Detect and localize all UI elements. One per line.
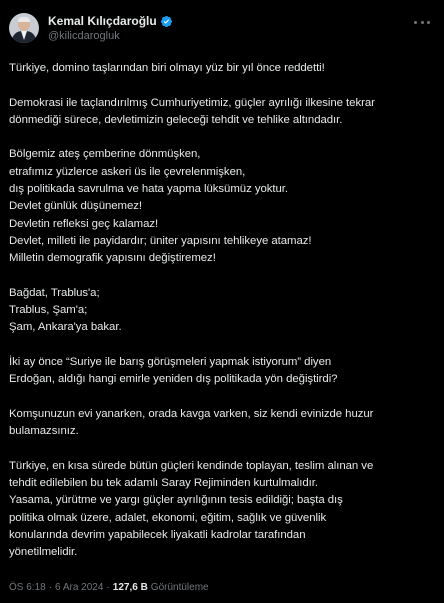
post-paragraph xyxy=(9,95,435,130)
post-line: etrafımız yüzlerce askeri üs ile çevrelenmişken, xyxy=(9,165,246,178)
post-paragraph xyxy=(9,354,435,389)
post-paragraph xyxy=(9,60,435,77)
more-dot xyxy=(414,21,417,24)
post-line: konularında devrim yapabilecek liyakatli kadrolar tarafından xyxy=(9,529,306,542)
views-count: 127,6 B xyxy=(112,582,148,593)
post-text xyxy=(9,60,435,562)
post-line: dönmediği sürece, devletimizin geleceği tehdit ve tehlike altındadır. xyxy=(9,113,343,126)
post-line: İki ay önce “Suriye ile barış görüşmeleri yapmak istiyorum” diyen xyxy=(9,356,332,369)
author-info xyxy=(48,14,173,43)
post-meta xyxy=(9,582,209,593)
post-line: Devlet günlük düşünemez! xyxy=(9,200,143,213)
meta-separator: · xyxy=(48,582,53,593)
post-paragraph xyxy=(9,146,435,267)
post-line: Şam, Ankara'ya bakar. xyxy=(9,321,122,334)
name-row xyxy=(48,14,173,29)
post-line: yönetilmelidir. xyxy=(9,546,78,559)
profile-avatar[interactable] xyxy=(9,13,39,43)
post-line: Devlet, milleti ile payidardır; üniter yapısını tehlikeye atamaz! xyxy=(9,234,312,247)
post-line: tehdit edilebilen bu tek adamlı Saray Rejiminden kurtulmalıdır. xyxy=(9,477,318,490)
post-line: Yasama, yürütme ve yargı güçler ayrılığının tesis edildiği; başta dış xyxy=(9,494,343,507)
post-header xyxy=(9,11,435,45)
avatar-hair xyxy=(18,17,30,22)
post-line: bulamazsınız. xyxy=(9,425,79,438)
post-paragraph xyxy=(9,458,435,562)
post-time[interactable]: ÖS 6:18 xyxy=(9,582,46,593)
views-label: Görüntüleme xyxy=(150,582,209,593)
more-dot xyxy=(427,21,430,24)
post-line: Türkiye, en kısa sürede bütün güçleri kendinde toplayan, teslim alınan ve xyxy=(9,459,374,472)
post-paragraph xyxy=(9,406,435,441)
post-line: Erdoğan, aldığı hangi emirle yeniden dış politikada yön değiştirdi? xyxy=(9,373,338,386)
post-line: Milletin demografik yapısını değiştiremez! xyxy=(9,252,216,265)
post-line: dış politikada savrulma ve hata yapma lüksümüz yoktur. xyxy=(9,183,289,196)
post-date[interactable]: 6 Ara 2024 xyxy=(55,582,104,593)
post-line: Demokrasi ile taçlandırılmış Cumhuriyetimiz, güçler ayrılığı ilkesine tekrar xyxy=(9,96,375,109)
post-line: Bölgemiz ateş çemberine dönmüşken, xyxy=(9,148,201,161)
author-display-name[interactable]: Kemal Kılıçdaroğlu xyxy=(48,14,157,28)
author-handle[interactable]: @kilicdarogluk xyxy=(48,29,120,42)
meta-separator: · xyxy=(106,582,110,593)
post-line: Komşunuzun evi yanarken, orada kavga varken, siz kendi evinizde huzur xyxy=(9,407,374,420)
more-options-icon[interactable] xyxy=(414,19,430,25)
more-dot xyxy=(421,21,424,24)
post-line: Trablus, Şam'a; xyxy=(9,304,88,317)
post-line: politika olmak üzere, adalet, ekonomi, eğitim, sağlık ve güvenlik xyxy=(9,511,327,524)
post-paragraph xyxy=(9,285,435,337)
verified-badge-icon xyxy=(160,15,173,28)
post-line: Türkiye, domino taşlarından biri olmayı yüz bir yıl önce reddetti! xyxy=(9,62,325,74)
post-line: Bağdat, Trablus'a; xyxy=(9,286,100,299)
post-line: Devletin refleksi geç kalamaz! xyxy=(9,217,159,230)
